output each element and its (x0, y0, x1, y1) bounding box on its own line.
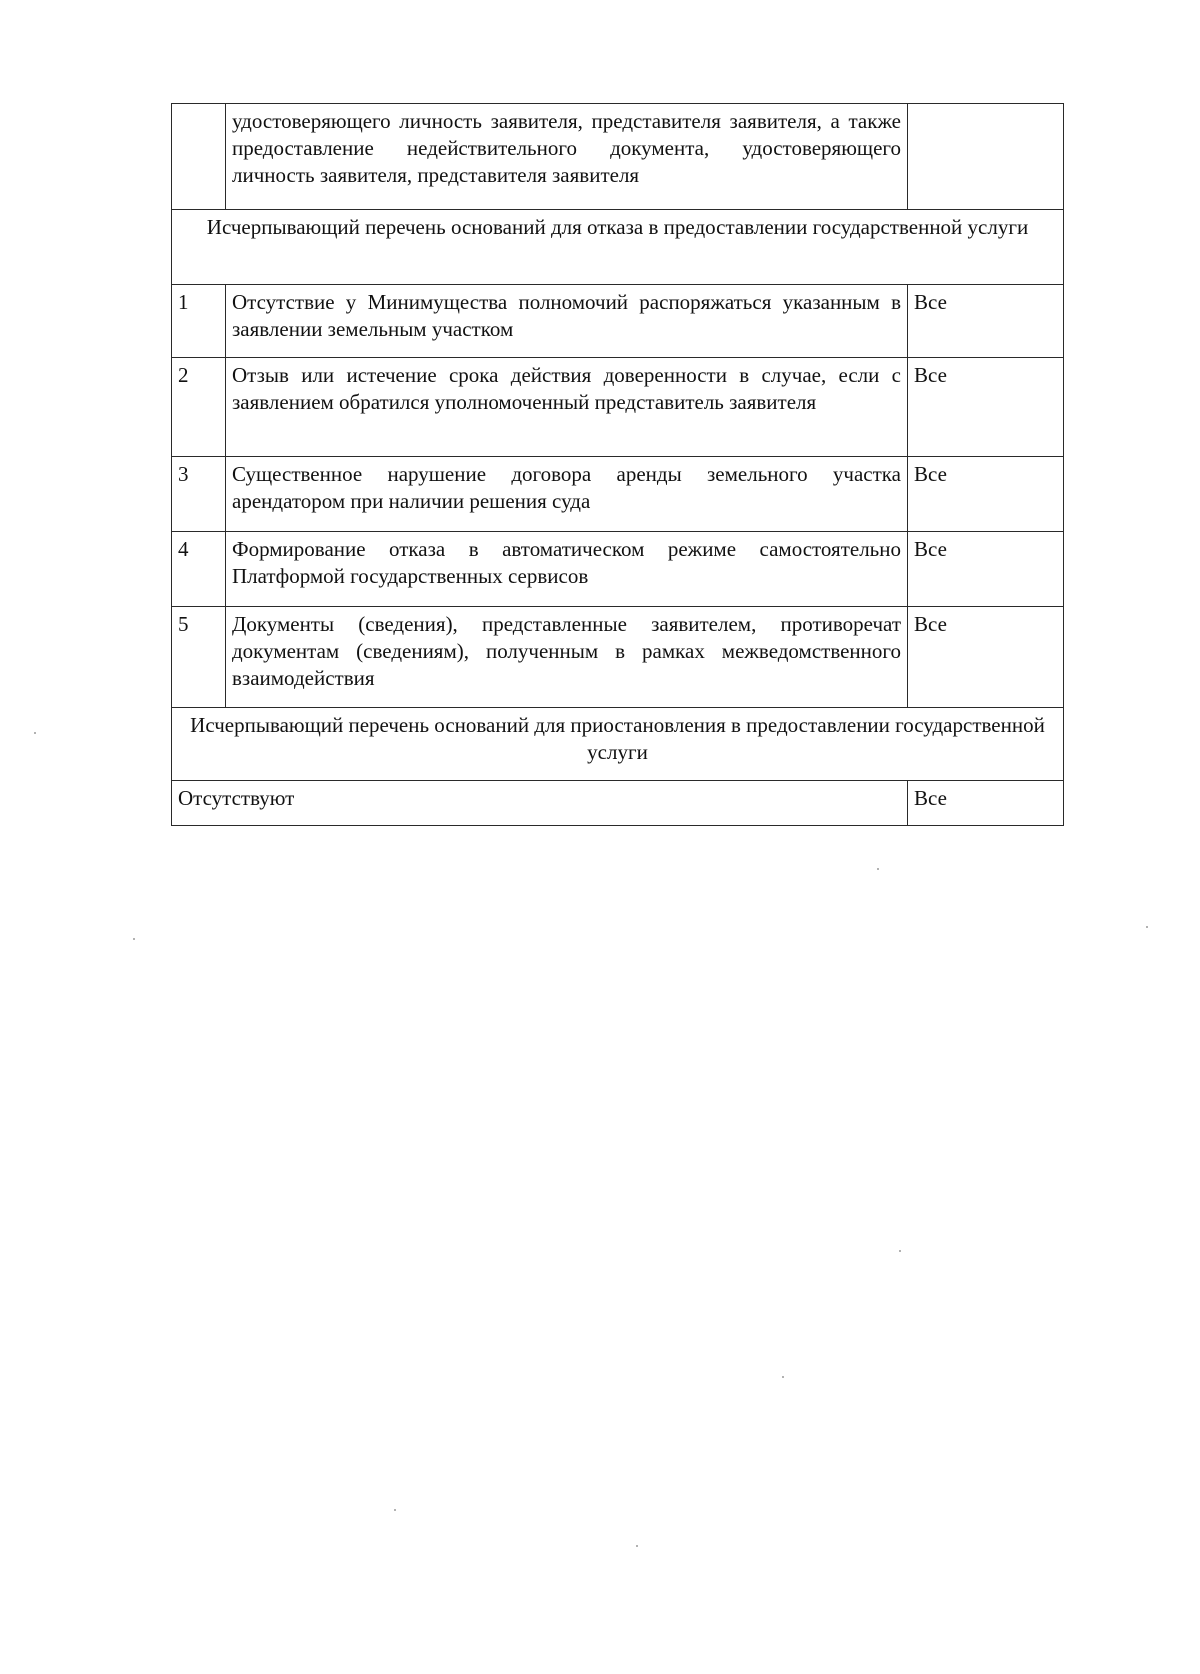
row-number-cell: 5 (172, 607, 226, 708)
row-number-cell: 4 (172, 532, 226, 607)
scan-speck (899, 1250, 901, 1252)
ground-text-cell: Отзыв или истечение срока действия доверенности в случае, если с заявлением обратился уполномоченный представитель заявителя (226, 358, 908, 457)
applicability-cell: Все (908, 781, 1064, 826)
table-row-continuation (172, 104, 1064, 210)
applicability-cell: Все (908, 457, 1064, 532)
table-row (172, 532, 1064, 607)
applicability-cell: Все (908, 358, 1064, 457)
applicability-cell: Все (908, 285, 1064, 358)
scan-speck (394, 1509, 396, 1511)
ground-text-cell: удостоверяющего личность заявителя, представителя заявителя, а также предоставление недействительного документа, удостоверяющего личность заявителя, представителя заявителя (226, 104, 908, 210)
row-number-cell (172, 104, 226, 210)
table-row (172, 358, 1064, 457)
applicability-cell (908, 104, 1064, 210)
row-number-cell: 1 (172, 285, 226, 358)
scan-speck (636, 1545, 638, 1547)
table-row (172, 285, 1064, 358)
scan-speck (34, 732, 36, 734)
scan-speck (133, 938, 135, 940)
table-row-suspension (172, 781, 1064, 826)
ground-text-cell: Существенное нарушение договора аренды земельного участка арендатором при наличии решения суда (226, 457, 908, 532)
suspension-text-cell: Отсутствуют (172, 781, 908, 826)
table-row (172, 457, 1064, 532)
ground-text-cell: Отсутствие у Минимущества полномочий распоряжаться указанным в заявлении земельным участком (226, 285, 908, 358)
table-row (172, 607, 1064, 708)
row-number-cell: 3 (172, 457, 226, 532)
applicability-cell: Все (908, 607, 1064, 708)
ground-text-cell: Документы (сведения), представленные заявителем, противоречат документам (сведениям), полученным в рамках межведомственного взаимодействия (226, 607, 908, 708)
section-title-refusal: Исчерпывающий перечень оснований для отказа в предоставлении государственной услуги (172, 210, 1064, 285)
section-title-suspension: Исчерпывающий перечень оснований для приостановления в предоставлении государственной услуги (172, 708, 1064, 781)
grounds-table (171, 103, 1064, 826)
row-number-cell: 2 (172, 358, 226, 457)
scan-speck (1146, 926, 1148, 928)
section-header-row-refusal (172, 210, 1064, 285)
applicability-cell: Все (908, 532, 1064, 607)
ground-text-cell: Формирование отказа в автоматическом режиме самостоятельно Платформой государственных сервисов (226, 532, 908, 607)
scan-speck (877, 868, 879, 870)
scan-speck (782, 1376, 784, 1378)
section-header-row-suspension (172, 708, 1064, 781)
